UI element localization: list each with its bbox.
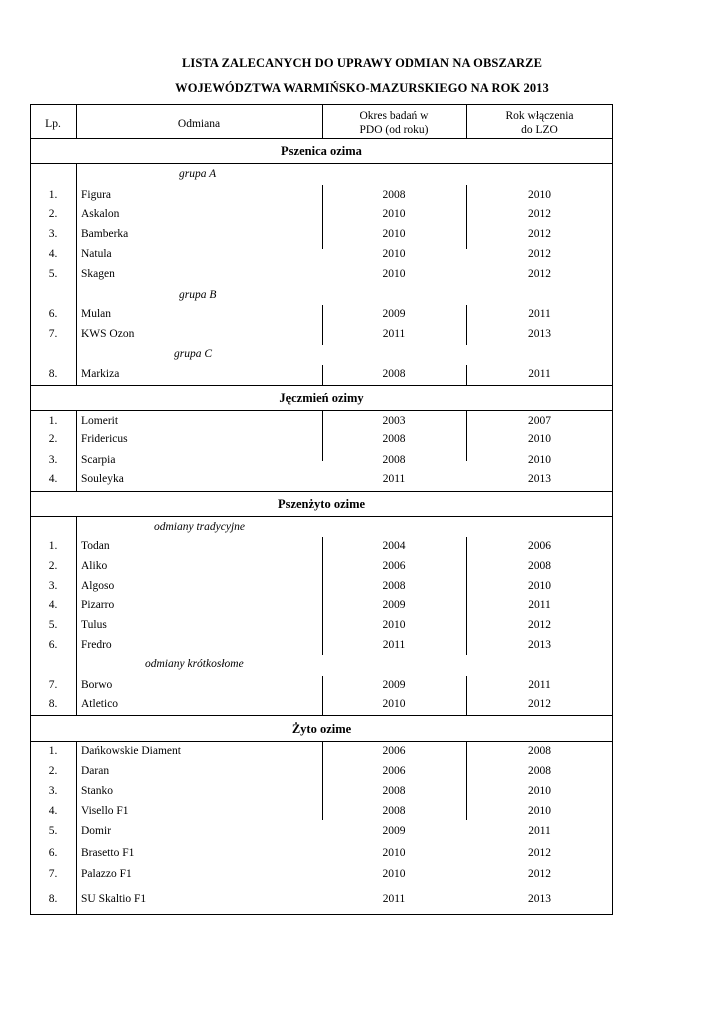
row-variety: Brasetto F1 xyxy=(81,847,135,859)
group-label: grupa A xyxy=(179,168,217,180)
row-inclusion-year: 2011 xyxy=(528,308,551,320)
group-label: grupa B xyxy=(179,289,217,301)
row-research-year: 2011 xyxy=(382,893,406,905)
row-lp: 1. xyxy=(48,189,58,201)
row-variety: Daran xyxy=(81,765,110,777)
row-research-year: 2008 xyxy=(382,580,406,592)
column-divider xyxy=(322,537,323,655)
row-inclusion-year: 2012 xyxy=(528,619,551,631)
row-inclusion-year: 2010 xyxy=(528,580,551,592)
row-lp: 6. xyxy=(48,308,58,320)
document-title-line-2: WOJEWÓDZTWA WARMIŃSKO-MAZURSKIEGO NA ROK 2013 xyxy=(175,81,549,95)
row-lp: 5. xyxy=(48,619,58,631)
row-inclusion-year: 2013 xyxy=(528,639,551,651)
row-lp: 3. xyxy=(48,454,58,466)
row-lp: 4. xyxy=(48,599,58,611)
row-research-year: 2010 xyxy=(382,248,406,260)
row-lp: 2. xyxy=(48,208,58,220)
column-divider xyxy=(76,517,77,715)
row-variety: Pizarro xyxy=(81,599,115,611)
row-inclusion-year: 2012 xyxy=(528,208,551,220)
row-inclusion-year: 2010 xyxy=(528,433,551,445)
section-rule xyxy=(30,385,613,386)
header-divider xyxy=(466,104,467,139)
row-variety: Palazzo F1 xyxy=(81,868,132,880)
row-inclusion-year: 2010 xyxy=(528,785,551,797)
header-inclusion-year xyxy=(466,109,613,137)
row-research-year: 2009 xyxy=(382,825,406,837)
row-variety: Lomerit xyxy=(81,415,119,427)
row-variety: Markiza xyxy=(81,368,120,380)
row-research-year: 2006 xyxy=(382,745,406,757)
header-divider xyxy=(322,104,323,139)
row-lp: 4. xyxy=(48,805,58,817)
row-variety: SU Skaltio F1 xyxy=(81,893,147,905)
row-variety: Mulan xyxy=(81,308,112,320)
row-research-year: 2009 xyxy=(382,679,406,691)
column-divider xyxy=(466,537,467,655)
row-variety: Algoso xyxy=(81,580,115,592)
document-title-line-1: LISTA ZALECANYCH DO UPRAWY ODMIAN NA OBSZARZE xyxy=(181,56,543,70)
row-lp: 1. xyxy=(48,540,58,552)
row-lp: 7. xyxy=(48,679,58,691)
header-divider xyxy=(76,104,77,139)
row-inclusion-year: 2008 xyxy=(528,765,551,777)
group-label: odmiany krótkosłome xyxy=(145,658,244,670)
row-lp: 7. xyxy=(48,328,58,340)
row-inclusion-year: 2010 xyxy=(528,805,551,817)
row-lp: 8. xyxy=(48,893,58,905)
row-lp: 6. xyxy=(48,639,58,651)
row-inclusion-year: 2010 xyxy=(528,189,551,201)
row-lp: 4. xyxy=(48,248,58,260)
row-lp: 4. xyxy=(48,473,58,485)
column-divider xyxy=(76,742,77,914)
row-variety: Tulus xyxy=(81,619,107,631)
row-research-year: 2010 xyxy=(382,619,406,631)
row-lp: 2. xyxy=(48,560,58,572)
row-inclusion-year: 2012 xyxy=(528,868,551,880)
row-inclusion-year: 2011 xyxy=(528,679,551,691)
row-lp: 1. xyxy=(48,745,58,757)
header-lp: Lp. xyxy=(45,118,61,130)
section-title-jeczmien: Jęczmień ozimy xyxy=(279,391,364,405)
row-research-year: 2011 xyxy=(382,328,406,340)
row-inclusion-year: 2013 xyxy=(528,473,551,485)
row-inclusion-year: 2011 xyxy=(528,599,551,611)
row-inclusion-year: 2012 xyxy=(528,847,551,859)
row-variety: Fridericus xyxy=(81,433,128,445)
row-research-year: 2006 xyxy=(382,765,406,777)
row-variety: Scarpia xyxy=(81,454,116,466)
row-variety: Domir xyxy=(81,825,112,837)
row-inclusion-year: 2008 xyxy=(528,560,551,572)
row-variety: Askalon xyxy=(81,208,120,220)
row-inclusion-year: 2013 xyxy=(528,328,551,340)
row-inclusion-year: 2012 xyxy=(528,248,551,260)
row-research-year: 2010 xyxy=(382,868,406,880)
row-research-year: 2010 xyxy=(382,268,406,280)
row-variety: Skagen xyxy=(81,268,115,280)
row-inclusion-year: 2012 xyxy=(528,228,551,240)
row-research-year: 2008 xyxy=(382,189,406,201)
row-variety: Bamberka xyxy=(81,228,129,240)
row-research-year: 2004 xyxy=(382,540,406,552)
row-research-year: 2010 xyxy=(382,847,406,859)
row-inclusion-year: 2011 xyxy=(528,825,551,837)
header-research-period-line-2: PDO (od roku) xyxy=(359,124,429,136)
row-inclusion-year: 2011 xyxy=(528,368,551,380)
row-lp: 7. xyxy=(48,868,58,880)
row-variety: Atletico xyxy=(81,698,119,710)
row-lp: 8. xyxy=(48,698,58,710)
row-lp: 5. xyxy=(48,825,58,837)
row-variety: Borwo xyxy=(81,679,113,691)
row-research-year: 2008 xyxy=(382,785,406,797)
row-inclusion-year: 2007 xyxy=(528,415,551,427)
row-research-year: 2011 xyxy=(382,639,406,651)
section-title-zyto: Żyto ozime xyxy=(291,722,352,736)
row-variety: Souleyka xyxy=(81,473,124,485)
group-label: odmiany tradycyjne xyxy=(154,521,246,533)
row-variety: Visello F1 xyxy=(81,805,129,817)
row-research-year: 2008 xyxy=(382,454,406,466)
column-divider xyxy=(76,411,77,491)
row-research-year: 2010 xyxy=(382,698,406,710)
row-variety: Natula xyxy=(81,248,112,260)
row-research-year: 2008 xyxy=(382,433,406,445)
row-lp: 2. xyxy=(48,765,58,777)
row-lp: 3. xyxy=(48,228,58,240)
header-inclusion-year-line-2: do LZO xyxy=(521,124,558,136)
group-label: grupa C xyxy=(174,348,213,360)
row-research-year: 2009 xyxy=(382,308,406,320)
section-rule xyxy=(30,516,613,517)
row-research-year: 2010 xyxy=(382,208,406,220)
header-inclusion-year-line-1: Rok włączenia xyxy=(505,110,574,122)
row-lp: 2. xyxy=(48,433,58,445)
row-research-year: 2006 xyxy=(382,560,406,572)
section-rule xyxy=(30,491,613,492)
row-inclusion-year: 2012 xyxy=(528,698,551,710)
row-inclusion-year: 2013 xyxy=(528,893,551,905)
row-variety: Fredro xyxy=(81,639,112,651)
row-research-year: 2008 xyxy=(382,368,406,380)
row-inclusion-year: 2006 xyxy=(528,540,551,552)
row-lp: 8. xyxy=(48,368,58,380)
row-inclusion-year: 2008 xyxy=(528,745,551,757)
row-lp: 6. xyxy=(48,847,58,859)
row-research-year: 2010 xyxy=(382,228,406,240)
section-rule xyxy=(30,138,613,139)
section-title-pszenica: Pszenica ozima xyxy=(281,144,362,158)
row-lp: 3. xyxy=(48,580,58,592)
row-variety: Aliko xyxy=(81,560,108,572)
row-variety: Dańkowskie Diament xyxy=(81,745,181,757)
header-research-period-line-1: Okres badań w xyxy=(359,110,429,122)
row-inclusion-year: 2012 xyxy=(528,268,551,280)
row-inclusion-year: 2010 xyxy=(528,454,551,466)
row-variety: Todan xyxy=(81,540,110,552)
section-title-pszenzyto: Pszenżyto ozime xyxy=(277,497,366,511)
row-lp: 1. xyxy=(48,415,58,427)
row-variety: Figura xyxy=(81,189,112,201)
row-lp: 5. xyxy=(48,268,58,280)
row-lp: 3. xyxy=(48,785,58,797)
row-research-year: 2011 xyxy=(382,473,406,485)
section-rule xyxy=(30,163,613,164)
section-rule xyxy=(30,715,613,716)
column-divider xyxy=(76,164,77,385)
header-research-period xyxy=(322,109,466,137)
row-research-year: 2009 xyxy=(382,599,406,611)
header-variety: Odmiana xyxy=(177,118,221,130)
row-research-year: 2003 xyxy=(382,415,406,427)
row-variety: Stanko xyxy=(81,785,113,797)
row-variety: KWS Ozon xyxy=(81,328,135,340)
row-research-year: 2008 xyxy=(382,805,406,817)
